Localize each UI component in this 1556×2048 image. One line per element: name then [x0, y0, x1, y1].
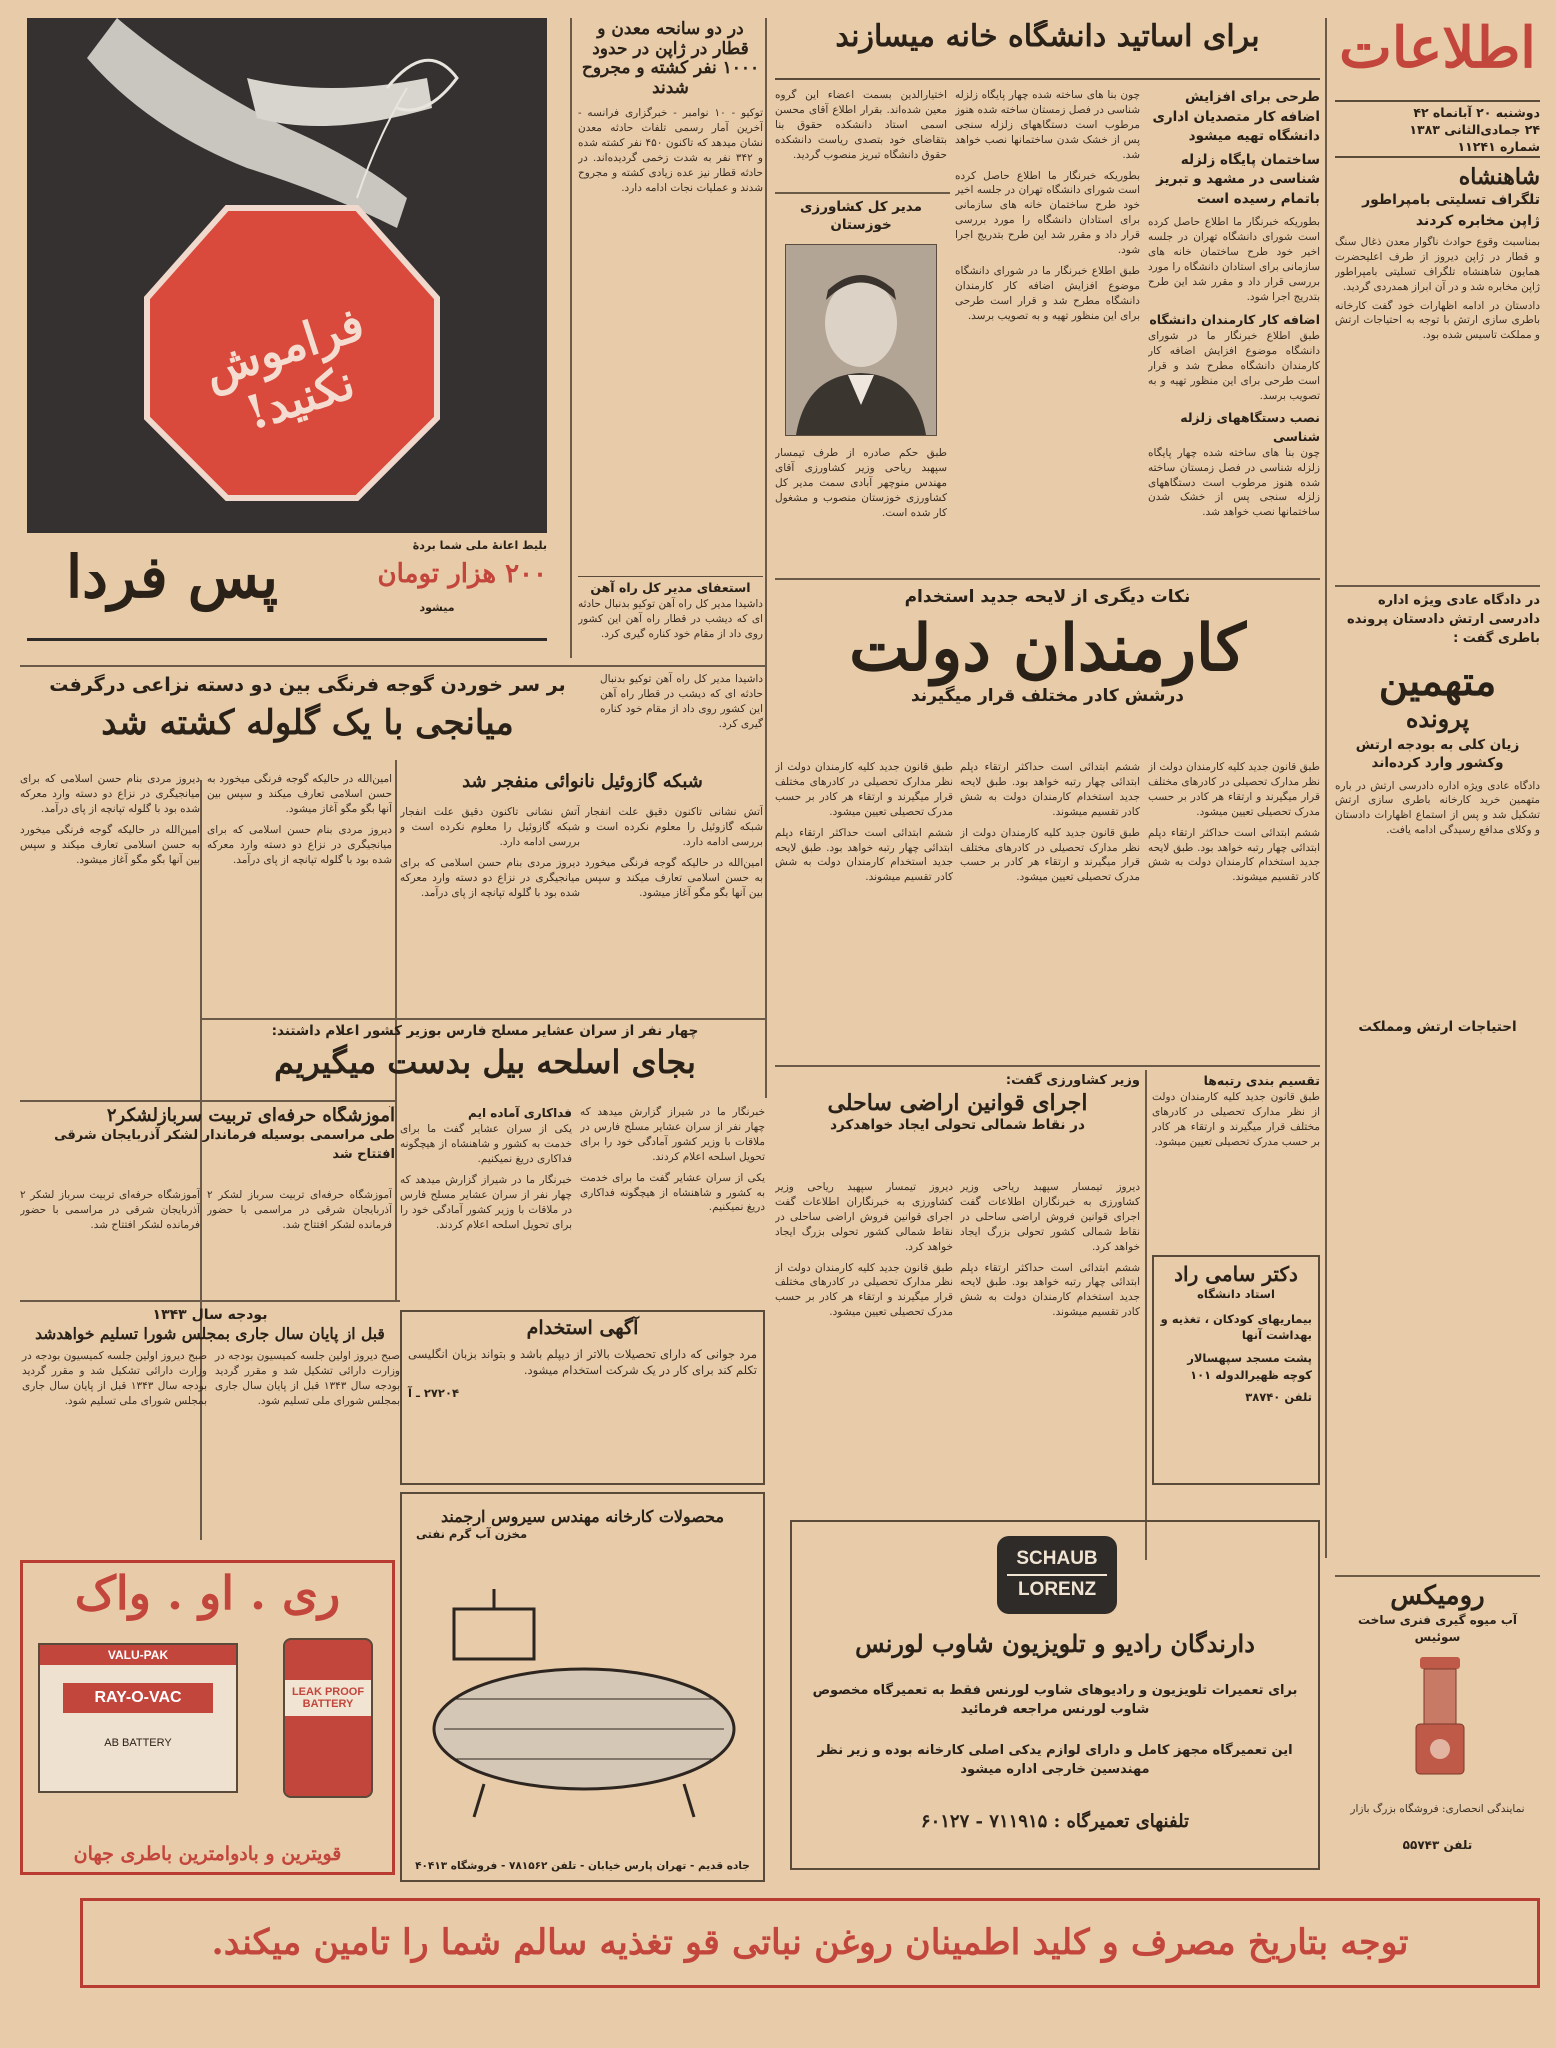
ad-water-tank — [400, 1492, 765, 1882]
section-rule — [775, 578, 1320, 580]
ad-romix — [1335, 1582, 1540, 1872]
article-budget — [20, 1305, 400, 1555]
section-title: استعفای مدیر کل راه آهن — [578, 576, 763, 597]
ad-headline: ری . او . واک — [74, 1566, 341, 1620]
article-body: داشیدا مدیر کل راه آهن توکیو بدنبال حادثه ای که دیشب در قطار راه آهن این کشور روی داد از مقام خود کناره گیری کرد. — [578, 598, 763, 640]
doctor-name: دکتر سامی راد — [1174, 1262, 1298, 1286]
section-title: تقسیم بندی رتبه‌ها — [1203, 1073, 1320, 1088]
ad-title: رومیکس — [1390, 1582, 1485, 1611]
article-gas-explosion-head — [400, 772, 765, 802]
ad-reference: ۲۷۲۰۴ ـ آ — [408, 1385, 459, 1400]
section-title: احتیاجات ارتش ومملکت — [1358, 1019, 1517, 1036]
article-body: طبق اطلاع خبرنگار ما در شورای دانشگاه موضوع افزایش اضافه کار کارمندان دانشگاه مطرح شد و قرار است طرحی برای این منظور تهیه و به تصویب برسد. — [955, 264, 1140, 322]
article-body: دیروز مردی بنام حسن اسلامی که برای میانجیگری در نزاع دو دسته وارد معرکه شده بود با گلوله تپانچه از پای درآمد. — [207, 823, 392, 866]
ad-phone: تلفن ۵۵۷۴۳ — [1402, 1838, 1473, 1852]
article-civil-servants-col2 — [960, 760, 1140, 1060]
article-vocational-school — [20, 1106, 395, 1186]
article-university-col3 — [775, 88, 947, 188]
doctor-specialty: بیماریهای کودکان ، تغذیه و بهداشت آنها — [1160, 1311, 1312, 1343]
ad-day: پس فردا — [66, 543, 278, 611]
ad-body: مرد جوانی که دارای تحصیلات بالاتر از دیپلم باشد و بتواند بزبان انگلیسی تکلم کند برای کار در یک شرکت استخدام میشود. — [408, 1346, 757, 1378]
kicker: چهار نفر از سران عشایر مسلح فارس بوزیر کشور اعلام داشتند: — [271, 1023, 699, 1039]
article-body: ششم ابتدائی است حداکثر ارتقاء دپلم ابتدائی چهار رتبه خواهد بود. طبق لایحه جدید استخدام کارمندان دولت به شش کادر تقسیم میشوند. — [1148, 826, 1320, 884]
subheadline: زیان کلی به بودجه ارتش وکشور وارد کرده‌اند — [1355, 737, 1520, 772]
headline: متهمین — [1378, 657, 1497, 705]
section-title: نصب دستگاههای زلزله شناسی — [1180, 410, 1320, 444]
article-body: صبح دیروز اولین جلسه کمیسیون بودجه در وزارت دارائی تشکیل شد و مقرر گردید بودجه سال ۱۳۴۳ قبل از پایان سال جاری بمجلس شورای ملی تسلیم شود. — [215, 1350, 400, 1407]
article-resign-continued — [600, 672, 763, 767]
battery-can-icon — [283, 1638, 373, 1798]
headline: بجای اسلحه بیل بدست میگیریم — [274, 1042, 696, 1081]
article-body: طبق قانون جدید کلیه کارمندان دولت از نظر مدارک تحصیلی در کادرهای مختلف قرار میگیرند و ارتقاء هر کادر بر حسب مدرک تحصیلی تعیین میشود. — [960, 826, 1140, 884]
article-tomato-fight — [20, 672, 595, 767]
article-body: ششم ابتدائی است حداکثر ارتقاء دپلم ابتدائی چهار رتبه خواهد بود. طبق لایحه جدید استخدام کارمندان دولت به شش کادر تقسیم میشوند. — [960, 761, 1140, 818]
article-body: صبح دیروز اولین جلسه کمیسیون بودجه در وزارت دارائی تشکیل شد و مقرر گردید بودجه سال ۱۳۴۳ قبل از پایان سال جاری بمجلس شورای ملی تسلیم شود. — [22, 1350, 207, 1407]
headline-secondary: پرونده — [1405, 703, 1470, 733]
subheadline: طرحی برای افزایش اضافه کار متصدیان اداری دانشگاه تهیه میشود — [1152, 89, 1320, 145]
section-rule — [200, 1018, 765, 1020]
doctor-address: پشت مسجد سپهسالار کوچه ظهیرالدوله ۱۰۱ — [1187, 1351, 1312, 1382]
pack-sublabel: AB BATTERY — [104, 1737, 172, 1749]
masthead-title: اطلاعات — [1339, 20, 1536, 81]
ad-lottery-footer — [27, 538, 547, 648]
column-rule — [1325, 18, 1327, 1558]
article-body: یکی از سران عشایر گفت ما برای خدمت به کشور و شاهنشاه از هیچگونه فداکاری دریغ نمیکنیم. — [400, 1123, 572, 1166]
ad-prize: ۲۰۰ هزار تومان — [377, 559, 547, 589]
article-school-col1 — [20, 1188, 200, 1298]
article-tomato-col1 — [20, 772, 200, 1082]
article-shah — [1335, 165, 1540, 585]
ad-address: جاده قدیم - تهران پارس خیابان - تلفن ۷۸۱۵۶۲ - فروشگاه ۴۰۴۱۳ — [415, 1859, 750, 1872]
article-body: آتش نشانی تاکنون دقیق علت انفجار شبکه گازوئیل را معلوم نکرده است و بررسی ادامه دارد. — [585, 806, 763, 848]
headline: در دو سانحه معدن و قطار در ژاپن در حدود ۱۰۰۰ نفر کشته و مجروح شدند — [581, 20, 760, 98]
doctor-phone: تلفن ۳۸۷۴۰ — [1245, 1390, 1312, 1405]
article-body: بمناسبت وقوع حوادث ناگوار معدن ذغال سنگ و قطار در ژاپن دیروز از طرف اعلیحضرت همایون شاهنشاه تلگراف تسلیتی بامپراطور ژاپن مخابره شد و در آن ابراز همدردی گردید. — [1335, 235, 1540, 293]
article-body: امین‌الله در حالیکه گوجه فرنگی میخورد به حسن اسلامی تعارف میکند و سپس بین آنها بگو مگو آغاز میشود. — [20, 823, 200, 866]
subheadline: طی مراسمی بوسیله فرماندار لشکر آذربایجان شرقی افتتاح شد — [54, 1127, 395, 1162]
article-body: طبق قانون جدید کلیه کارمندان دولت از نظر مدارک تحصیلی در کادرهای مختلف قرار میگیرند و ارتقاء هر کادر بر حسب مدرک تحصیلی تعیین میشود. — [775, 761, 953, 818]
article-body: طبق قانون جدید کلیه کارمندان دولت از نظر مدارک تحصیلی در کادرهای مختلف قرار میگیرند و ارتقاء هر کادر بر حسب مدرک تحصیلی تعیین میشود. — [1148, 761, 1320, 818]
date-gregorian: دوشنبه ۲۰ آبانماه ۴۲ — [1413, 105, 1540, 120]
pack-brand: RAY-O-VAC — [63, 1683, 213, 1713]
section-rule — [775, 192, 950, 194]
article-ranks — [1152, 1072, 1320, 1252]
ad-schaub-lorenz — [790, 1520, 1320, 1870]
masthead-dateline — [1335, 100, 1540, 158]
ad-title: آگهی استخدام — [526, 1317, 639, 1339]
water-tank-icon — [414, 1589, 754, 1819]
ad-title: دارندگان رادیو و تلویزیون شاوب لورنس — [855, 1629, 1255, 1658]
ad-line: برای تعمیرات تلویزیون و رادیوهای شاوب لورنس فقط به تعمیرگاه مخصوص شاوب لورنس مراجعه فرمائید — [812, 1683, 1298, 1717]
subheadline: ساختمان پایگاه زلزله شناسی در مشهد و تبریز باتمام رسیده است — [1156, 151, 1320, 207]
section-rule — [775, 1065, 1320, 1067]
article-body: چون بنا های ساخته شده چهار پایگاه زلزله شناسی در فصل زمستان ساخته شده هنوز مرطوب است دستگاههای زلزله سنجی پس از خشک شدن ساختمانها نصب خواهد شد. — [955, 89, 1140, 161]
subheadline: درشش کادر مختلف قرار میگیرند — [910, 686, 1184, 707]
pack-label: VALU-PAK — [40, 1645, 236, 1665]
masthead — [1335, 20, 1540, 100]
article-body: امین‌الله در حالیکه گوجه فرنگی میخورد به حسن اسلامی تعارف میکند و سپس بین آنها بگو مگو آغاز میشود. — [207, 773, 392, 815]
ad-subtitle: آب میوه گیری فنری ساخت سوئیس — [1357, 1612, 1518, 1645]
ad-stamp-text: فراموش نکنید! — [197, 296, 371, 441]
section-rule — [1335, 1575, 1540, 1577]
ad-hiring — [400, 1310, 765, 1485]
headline: شبکه گازوئیل نانوائی منفجر شد — [462, 772, 703, 792]
kicker: نکات دیگری از لایحه جدید استخدام — [904, 587, 1191, 607]
article-body: دادگاه عادی ویژه اداره دادرسی ارتش در باره متهمین خرید کارخانه باطری سازی ارتش تشکیل شد و پس از استماع اظهارات دادستان و وکلای مدافع رسیدگی ادامه یافت. — [1335, 779, 1540, 837]
ad-doctor — [1152, 1255, 1320, 1485]
ad-tagline: قویترین و بادوامترین باطری جهان — [73, 1843, 342, 1866]
article-body: طبق حکم صادره از طرف تیمسار سپهبد ریاحی وزیر کشاورزی آقای مهندس منوچهر آبادی سمت مدیر کل کشاورزی خوزستان منصوب و مشغول کار شده است. — [775, 447, 947, 520]
section-rule — [1335, 585, 1540, 587]
section-rule — [20, 1300, 400, 1302]
article-body: دیروز مردی بنام حسن اسلامی که برای میانجیگری در نزاع دو دسته وارد معرکه شده بود با گلوله تپانچه از پای درآمد. — [400, 856, 580, 899]
ad-lottery-image — [27, 18, 547, 533]
article-body: ششم ابتدائی است حداکثر ارتقاء دپلم ابتدائی چهار رتبه خواهد بود. طبق لایحه جدید استخدام کارمندان دولت به شش کادر تقسیم میشوند. — [775, 826, 953, 884]
headline: میانجی با یک گلوله کشته شد — [101, 702, 514, 743]
article-tribes — [205, 1022, 765, 1102]
banner-text: توجه بتاریخ مصرف و کلید اطمینان روغن نباتی قو تغذیه سالم شما را تامین میکند. — [211, 1921, 1409, 1963]
article-body: آموزشگاه حرفه‌ای تربیت سرباز لشکر ۲ آذربایجان شرقی در مراسمی با حضور فرمانده لشکر افتتاح شد. — [20, 1189, 200, 1231]
subheadline: تلگراف تسلیتی بامپراطور ژاپن مخابره کردند — [1362, 192, 1540, 229]
ad-prize-suffix: میشود — [419, 601, 455, 614]
ad-line: این تعمیرگاه مجهز کامل و دارای لوازم یدکی اصلی کارخانه بوده و زیر نظر مهندسین خارجی اداره میشود — [817, 1743, 1293, 1777]
article-budget-columns — [20, 1349, 400, 1409]
can-label: LEAK PROOF BATTERY — [285, 1680, 371, 1716]
section-title: اضافه کار کارمندان دانشگاه — [1149, 311, 1320, 327]
kicker: در دادگاه عادی ویژه اداره دادرسی ارتش دادستان پرونده باطری گفت : — [1347, 593, 1540, 646]
column-rule — [765, 18, 767, 1098]
article-body: ششم ابتدائی است حداکثر ارتقاء دپلم ابتدائی چهار رتبه خواهد بود. طبق لایحه جدید استخدام کارمندان دولت به شش کادر تقسیم میشوند. — [960, 1261, 1140, 1319]
battery-pack-icon — [38, 1643, 238, 1793]
article-body: آتش نشانی تاکنون دقیق علت انفجار شبکه گازوئیل را معلوم نکرده است و بررسی ادامه دارد. — [400, 806, 580, 848]
article-coastal-lands-col1 — [960, 1180, 1140, 1510]
article-body: بطوریکه خبرنگار ما اطلاع حاصل کرده است شورای دانشگاه تهران در جلسه اخیر خود طرح ساختمان خانه های سازمانی برای استادان دانشگاه را مورد بررسی قرار داد و مقرر شد این طرح بتدریج اجرا شود. — [955, 169, 1140, 257]
ad-subtitle: مخزن آب گرم نفتی — [416, 1527, 528, 1542]
article-body: توکیو - ۱۰ نوامبر - خبرگزاری فرانسه - آخرین آمار رسمی تلفات حادثه معدن نشان میدهد که تاکنون ۴۵۰ نفر کشته شده و ۳۴۲ نفر به شدت زخمی گردیده‌اند. در حادثه قطار نیز عده زیادی کشته و مجروح شدند و عملیات نجات ادامه دارد. — [578, 107, 763, 194]
article-university — [775, 20, 1320, 80]
section-title: فداکاری آماده ایم — [468, 1106, 572, 1120]
article-school-col2 — [207, 1188, 392, 1298]
portrait-photo — [785, 244, 937, 436]
article-coastal-lands — [775, 1072, 1140, 1177]
kicker: بر سر خوردن گوجه فرنگی بین دو دسته نزاعی درگرفت — [49, 674, 566, 696]
section-rule — [20, 1100, 395, 1102]
ad-body: نمایندگی انحصاری: فروشگاه بزرگ بازار — [1350, 1803, 1525, 1815]
headline: قبل از پایان سال جاری بمجلس شورا تسلیم خواهدشد — [35, 1324, 385, 1344]
article-civil-servants — [775, 585, 1320, 755]
article-body: امین‌الله در حالیکه گوجه فرنگی میخورد به حسن اسلامی تعارف میکند و سپس بین آنها بگو مگو آغاز میشود. — [585, 856, 763, 899]
kicker: وزیر کشاورزی گفت: — [1005, 1073, 1140, 1088]
column-rule — [570, 18, 572, 658]
article-body: دیروز تیمسار سپهبد ریاحی وزیر کشاورزی به خبرنگاران اطلاعات گفت اجرای قوانین فروش اراضی ساحلی در نقاط شمالی کشور تحولی بزرگ ایجاد خواهد کرد. — [775, 1181, 953, 1253]
photo-caption: مدیر کل کشاورزی خوزستان — [800, 199, 922, 234]
article-civil-servants-col1 — [1148, 760, 1320, 1060]
article-body: دیروز تیمسار سپهبد ریاحی وزیر کشاورزی به خبرنگاران اطلاعات گفت اجرای قوانین فروش اراضی ساحلی در نقاط شمالی کشور تحولی بزرگ ایجاد خواهد کرد. — [960, 1181, 1140, 1253]
headline: اجرای قوانین اراضی ساحلی — [827, 1089, 1088, 1116]
article-trial — [1335, 592, 1540, 1592]
article-body: یکی از سران عشایر گفت ما برای خدمت به کشور و شاهنشاه از هیچگونه فداکاری دریغ نمیکنیم. — [580, 1171, 765, 1214]
article-coastal-lands-col2 — [775, 1180, 953, 1510]
article-gas-col2 — [585, 805, 763, 1015]
article-body: خبرنگار ما در شیراز گزارش میدهد که چهار نفر از سران عشایر مسلح فارس در ملاقات با وزیر کشور آمادگی خود را برای تحویل اسلحه اعلام کردند. — [400, 1174, 572, 1231]
column-rule — [1145, 1070, 1147, 1560]
ad-stamp — [157, 273, 427, 473]
article-body: خبرنگار ما در شیراز گزارش میدهد که چهار نفر از سران عشایر مسلح فارس در ملاقات با وزیر کشور آمادگی خود را برای تحویل اسلحه اعلام کردند. — [580, 1106, 765, 1163]
headline: شاهنشاه — [1458, 165, 1540, 190]
doctor-title: استاد دانشگاه — [1197, 1287, 1275, 1301]
article-body: طبق اطلاع خبرنگار ما در شورای دانشگاه موضوع افزایش اضافه کار کارمندان دانشگاه مطرح شد و قرار است طرحی برای این منظور تهیه و به تصویب برسد. — [1148, 329, 1320, 402]
article-body: طبق قانون جدید کلیه کارمندان دولت از نظر مدارک تحصیلی در کادرهای مختلف قرار میگیرند و ارتقاء هر کادر بر حسب مدرک تحصیلی تعیین میشود. — [775, 1261, 953, 1319]
section-rule — [20, 665, 765, 667]
subheadline: در نقاط شمالی تحولی ایجاد خواهدکرد — [830, 1117, 1085, 1134]
kicker: بودجه سال ۱۳۴۳ — [152, 1307, 268, 1323]
ad-caption: بلیط اعانهٔ ملی شما بردهٔ — [412, 539, 547, 552]
article-gas-col1 — [400, 805, 580, 1015]
article-body-continued: دادستان در ادامه اظهارات خود گفت کارخانه باطری سازی ارتش با توجه به احتیاجات ارتش و مملکت تاسیس شده بود. — [1335, 299, 1540, 342]
issue-number: شماره ۱۱۲۴۱ — [1457, 138, 1540, 154]
date-hijri: ۲۴ جمادی‌الثانی ۱۳۸۳ — [1409, 121, 1540, 137]
brand-logo — [997, 1536, 1117, 1614]
article-body: چون بنا های ساخته شده چهار پایگاه زلزله شناسی در فصل زمستان ساخته شده هنوز مرطوب است دستگاههای زلزله سنجی پس از خشک شدن ساختمانها نصب خواهد شد. — [1148, 446, 1320, 519]
article-body: بطوریکه خبرنگار ما اطلاع حاصل کرده است شورای دانشگاه تهران در جلسه اخیر خود طرح ساختمان خانه های سازمانی برای استادان دانشگاه را مورد بررسی قرار داد و مقرر شد این طرح بتدریج اجرا شود. — [1148, 216, 1320, 303]
logo-line2: LORENZ — [1007, 1574, 1107, 1601]
headline: کارمندان دولت — [849, 610, 1246, 686]
article-japan-accident — [578, 20, 763, 660]
ad-title: محصولات کارخانه مهندس سیروس ارجمند — [440, 1507, 725, 1526]
juicer-icon — [1410, 1652, 1470, 1782]
ad-banner-ghoo — [80, 1898, 1540, 1988]
headline: برای اساتید دانشگاه خانه میسازند — [835, 20, 1260, 54]
article-body: داشیدا مدیر کل راه آهن توکیو بدنبال حادثه ای که دیشب در قطار راه آهن این کشور روی داد از مقام خود کناره گیری کرد. — [600, 673, 763, 730]
article-body: آموزشگاه حرفه‌ای تربیت سرباز لشکر ۲ آذربایجان شرقی در مراسمی با حضور فرمانده لشکر افتتاح شد. — [207, 1189, 392, 1231]
article-civil-servants-col3 — [775, 760, 953, 1060]
headline: آموزشگاه حرفه‌ای تربیت سربازلشکر۲ — [106, 1106, 395, 1126]
article-body: اختیارالدین بسمت اعضاء این گروه معین شده‌اند. بقرار اطلاع آقای محسن اسمی استاد دانشکده حقوق بنا بتقاضای خود بتصدی ریاست دانشکده حقوق دانشگاه تبریز منصوب گردید. — [775, 89, 947, 161]
ad-border — [27, 638, 547, 641]
article-tribes-col2 — [400, 1105, 572, 1305]
ad-phone: تلفنهای تعمیرگاه : ۷۱۱۹۱۵ - ۶۰۱۲۷ — [920, 1811, 1190, 1832]
article-body: دیروز مردی بنام حسن اسلامی که برای میانجیگری در نزاع دو دسته وارد معرکه شده بود با گلوله تپانچه از پای درآمد. — [20, 773, 200, 815]
logo-line1: SCHAUB — [1016, 1548, 1098, 1569]
ad-rayovac — [20, 1560, 395, 1875]
article-body: طبق قانون جدید کلیه کارمندان دولت از نظر مدارک تحصیلی در کادرهای مختلف قرار میگیرند و ارتقاء هر کادر بر حسب مدرک تحصیلی تعیین میشود. — [1152, 1091, 1320, 1148]
